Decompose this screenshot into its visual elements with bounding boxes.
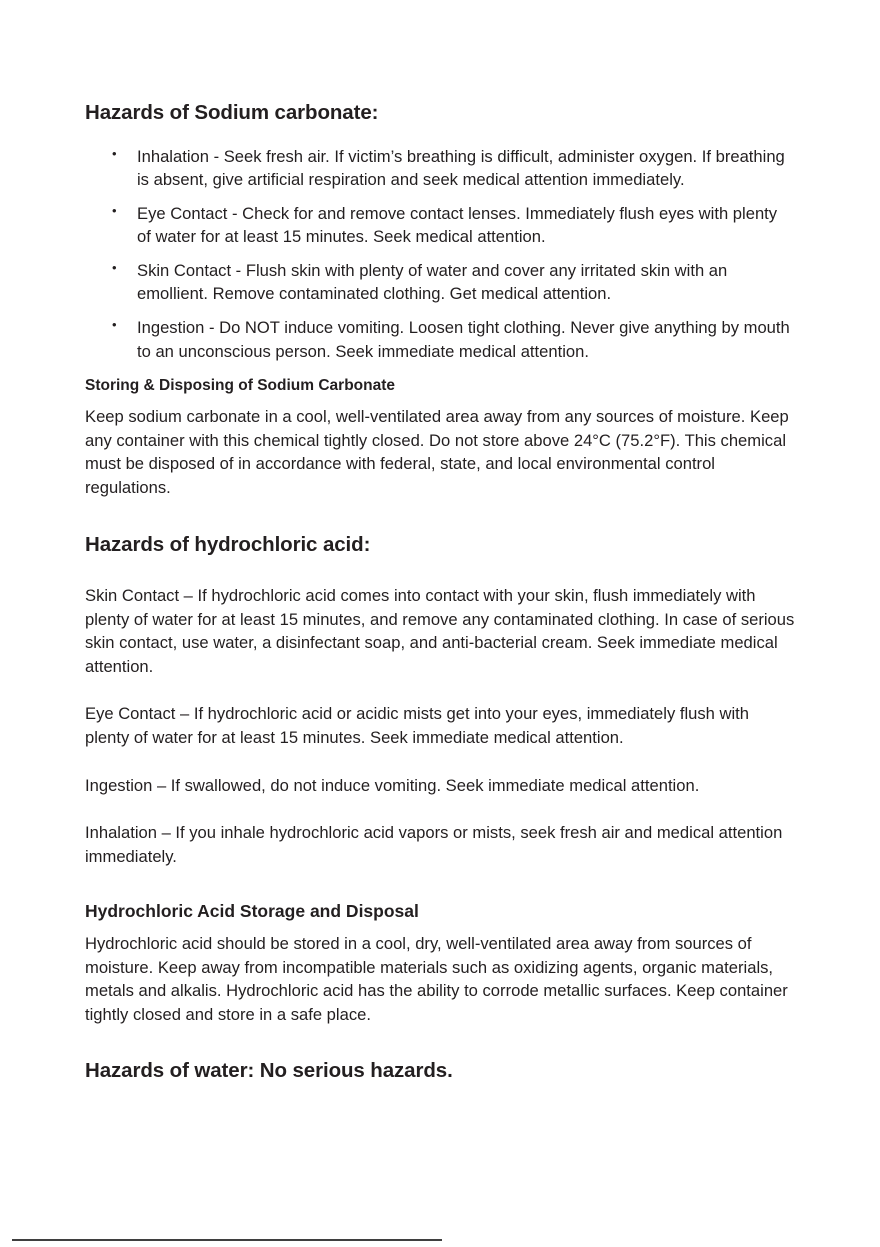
paragraph-hcl-skin-contact: Skin Contact – If hydrochloric acid comes into contact with your skin, flush immediately with plenty of water for at least 15 minutes, and remove any contaminated clothing. In case of serious skin contact, use water, a disinfectant soap, and anti-bacterial cream. Seek immediate medical attention. bbox=[85, 586, 795, 676]
spacer bbox=[85, 1026, 795, 1058]
document-body bbox=[85, 100, 795, 1084]
paragraph-hcl-inhalation: Inhalation – If you inhale hydrochloric acid vapors or mists, seek fresh air and medical attention immediately. bbox=[85, 823, 783, 866]
list-item: • Inhalation - Seek fresh air. If victim’s breathing is difficult, administer oxygen. If breathing is absent, give artificial respiration and seek medical attention immediately. bbox=[85, 145, 795, 192]
spacer bbox=[85, 126, 795, 145]
list-item: • Skin Contact - Flush skin with plenty of water and cover any irritated skin with an emollient. Remove contaminated clothing. Get medical attention. bbox=[85, 259, 795, 306]
spacer bbox=[85, 500, 795, 532]
page-title-water: Hazards of water: No serious hazards. bbox=[85, 1059, 453, 1083]
subheading-hcl-storage-disposal: Hydrochloric Acid Storage and Disposal bbox=[85, 901, 419, 922]
list-item: • Eye Contact - Check for and remove contact lenses. Immediately flush eyes with plenty of water for at least 15 minutes. Seek medical attention. bbox=[85, 202, 795, 249]
list-item: • Ingestion - Do NOT induce vomiting. Loosen tight clothing. Never give anything by mouth to an unconscious person. Seek immediate medical attention. bbox=[85, 316, 795, 363]
footnote-separator bbox=[12, 1239, 442, 1241]
sodium-carbonate-first-aid-list bbox=[85, 145, 795, 364]
page-title-sodium-carbonate: Hazards of Sodium carbonate: bbox=[85, 101, 379, 124]
page-title-hydrochloric-acid: Hazards of hydrochloric acid: bbox=[85, 532, 371, 556]
paragraph-sodium-carbonate-storage: Keep sodium carbonate in a cool, well-ventilated area away from any sources of moisture. Keep any container with this chemical tightly closed. Do not store above 24°C (75.2°F). This chemical must be disposed of in accordance with federal, state, and local environmental control regulations. bbox=[85, 407, 789, 497]
spacer bbox=[85, 750, 795, 774]
spacer bbox=[85, 868, 795, 900]
spacer bbox=[85, 363, 795, 376]
paragraph-hcl-storage: Hydrochloric acid should be stored in a cool, dry, well-ventilated area away from sources of moisture. Keep away from incompatible materials such as oxidizing agents, organic materials, metals and alkalis. Hydrochloric acid has the ability to corrode metallic surfaces. Keep container tightly closed and store in a safe place. bbox=[85, 933, 788, 1024]
spacer bbox=[85, 396, 795, 405]
spacer bbox=[85, 923, 795, 932]
paragraph-hcl-eye-contact: Eye Contact – If hydrochloric acid or acidic mists get into your eyes, immediately flush with plenty of water for at least 15 minutes. Seek immediate medical attention. bbox=[85, 704, 750, 747]
subheading-sodium-carbonate-storage: Storing & Disposing of Sodium Carbonate bbox=[85, 377, 395, 395]
spacer bbox=[85, 678, 795, 702]
paragraph-hcl-ingestion: Ingestion – If swallowed, do not induce vomiting. Seek immediate medical attention. bbox=[85, 775, 700, 795]
spacer bbox=[85, 557, 795, 584]
spacer bbox=[85, 797, 795, 821]
